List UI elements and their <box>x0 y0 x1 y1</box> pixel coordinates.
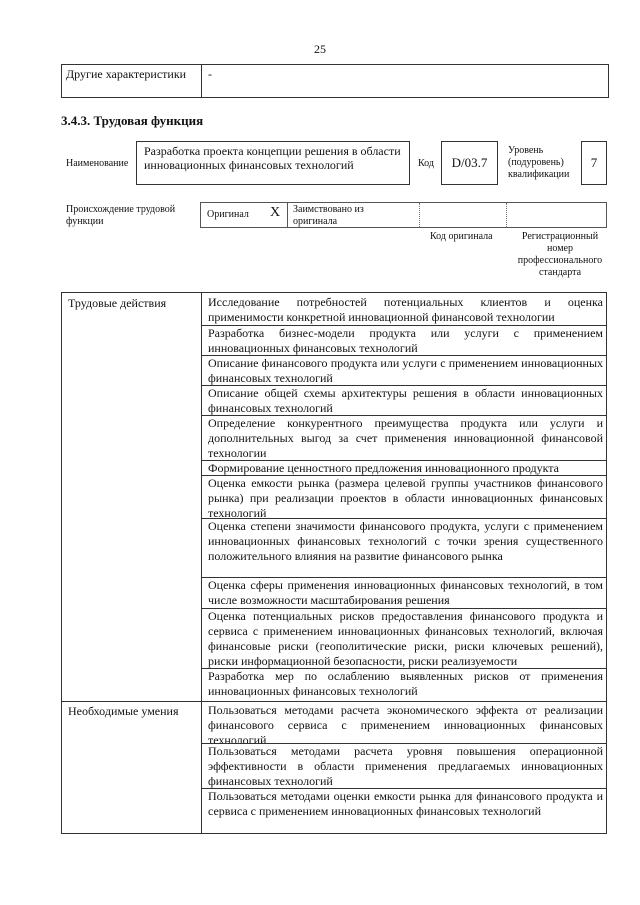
labor-action-item: Оценка емкости рынка (размера целевой группы участников финансового рынка) при реализации проектов в области инновационных финансовых технологий <box>208 476 603 520</box>
original-mark: X <box>270 205 281 220</box>
level-label: Уровень (подуровень) квалификации <box>508 145 570 180</box>
labor-action-item: Оценка сферы применения инновационных финансовых технологий, в том числе возможности масштабирования решения <box>208 578 603 607</box>
labor-action-item: Разработка бизнес-модели продукта или услуги с применением инновационных финансовых технологий <box>208 326 603 355</box>
labor-action-item: Описание общей схемы архитектуры решения в области инновационных финансовых технологий <box>208 386 603 415</box>
labor-action-item: Разработка мер по ослаблению выявленных рисков от применения инновационных финансовых технологий <box>208 669 603 698</box>
original-label: Оригинал <box>207 209 249 220</box>
section-title: 3.4.3. Трудовая функция <box>61 113 204 128</box>
labor-action-item: Оценка степени значимости финансового продукта, услуги с применением инновационных финансовых технологий с точки зрения существенного положительного влияния на развитие финансового рынка <box>208 519 603 563</box>
function-code: D/03.7 <box>441 141 498 185</box>
other-characteristics-table <box>61 64 609 98</box>
borrowed-label: Заимствовано из оригинала <box>293 204 364 227</box>
skills-label: Необходимые умения <box>62 701 202 833</box>
registration-number-label: Регистрационный номер профессионального стандарта <box>517 231 603 278</box>
labor-actions-label: Трудовые действия <box>62 293 202 701</box>
code-original-label: Код оригинала <box>430 231 493 242</box>
naming-label: Наименование <box>66 158 129 169</box>
other-characteristics-label: Другие характеристики <box>62 65 202 97</box>
labor-action-item: Исследование потребностей потенциальных клиентов и оценка применимости конкретной инновационной финансовой технологии <box>208 295 603 324</box>
qualification-level: 7 <box>581 141 607 185</box>
function-name: Разработка проекта концепции решения в области инновационных финансовых технологий <box>136 141 410 185</box>
skill-item: Пользоваться методами оценки емкости рынка для финансового продукта и сервиса с применением инновационных финансовых технологий <box>208 789 603 818</box>
functions-table <box>61 292 607 834</box>
labor-action-item: Оценка потенциальных рисков предоставления финансового продукта и сервиса с применением инновационных финансовых технологий, включая финансовые риски (геополитические риски, риски ключевых решений), риски информационной безопасности, риски реализуемости <box>208 609 603 668</box>
origin-table <box>200 202 607 228</box>
code-label: Код <box>418 158 434 169</box>
labor-action-item: Определение конкурентного преимущества продукта или услуги и дополнительных выгод за счет применения инновационной финансовой технологии <box>208 416 603 460</box>
skill-item: Пользоваться методами расчета уровня повышения операционной эффективности в области применения предлагаемых инновационных финансовых технологий <box>208 744 603 788</box>
other-characteristics-value: - <box>208 67 212 81</box>
page-number: 25 <box>314 42 326 56</box>
origin-label: Происхождение трудовой функции <box>66 204 176 227</box>
labor-action-item: Описание финансового продукта или услуги с применением инновационных финансовых технологий <box>208 356 603 385</box>
skill-item: Пользоваться методами расчета экономического эффекта от реализации финансового сервиса с применением инновационных финансовых технологий <box>208 703 603 747</box>
labor-action-item: Формирование ценностного предложения инновационного продукта <box>208 461 560 475</box>
